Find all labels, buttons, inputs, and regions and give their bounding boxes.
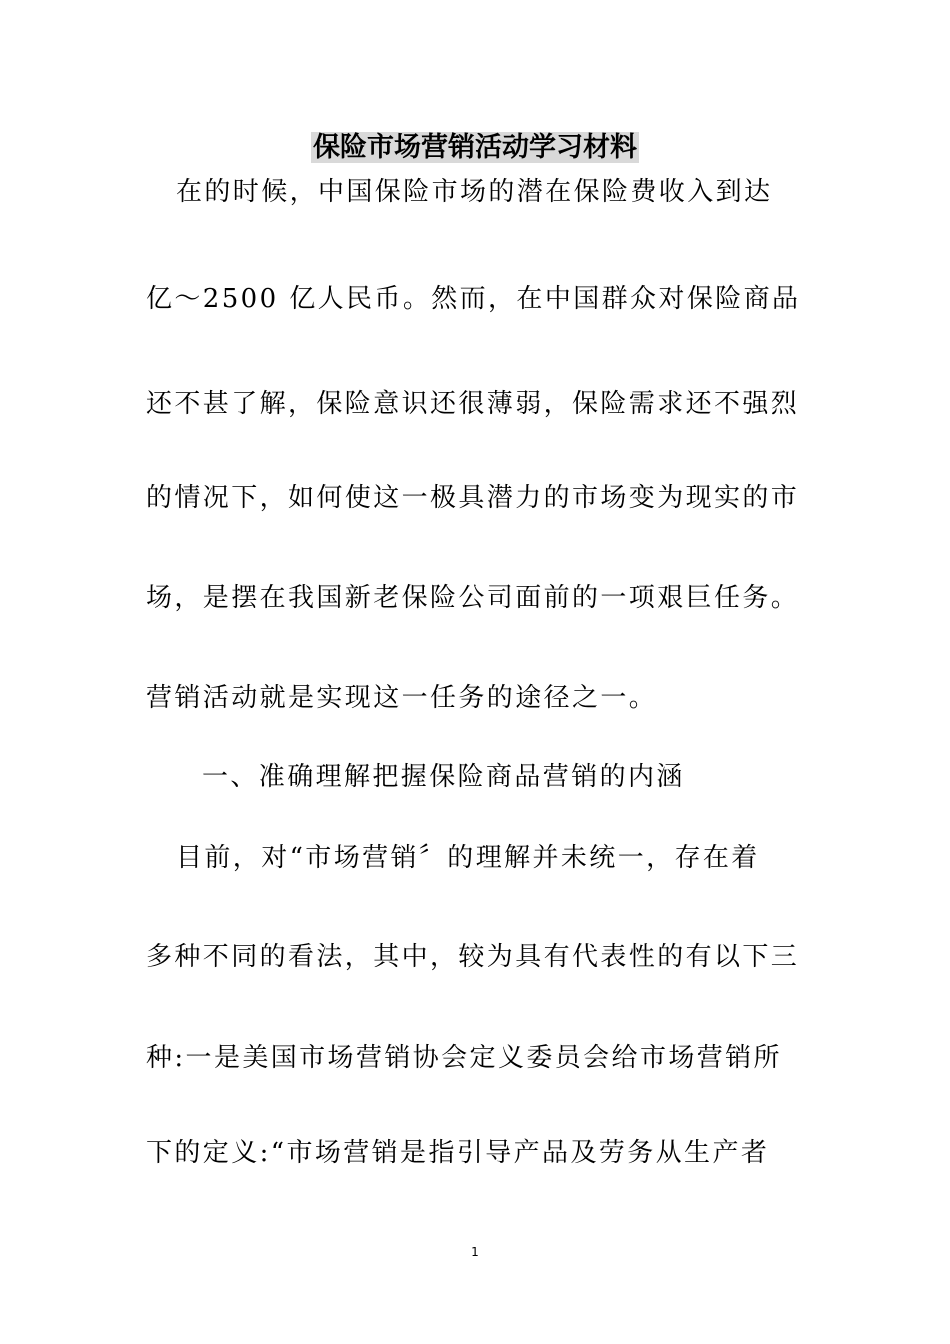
paragraph-line-6: 营销活动就是实现这一任务的途径之一。: [146, 683, 658, 713]
paragraph-line-4: 的情况下，如何使这一极具潜力的市场变为现实的市: [146, 483, 800, 513]
page-number: 1: [471, 1245, 479, 1259]
section-heading-1: 一、准确理解把握保险商品营销的内涵: [202, 762, 685, 792]
paragraph-line-8: 多种不同的看法，其中，较为具有代表性的有以下三: [146, 942, 800, 972]
paragraph-line-1: 在的时候，中国保险市场的潜在保险费收入到达: [176, 177, 773, 207]
document-title: [0, 128, 950, 168]
paragraph-line-9: 种:一是美国市场营销协会定义委员会给市场营销所: [146, 1043, 782, 1073]
paragraph-line-5: 场，是摆在我国新老保险公司面前的一项艰巨任务。: [146, 583, 800, 613]
paragraph-line-2: 亿～2500 亿人民币。然而，在中国群众对保险商品: [146, 284, 801, 314]
document-title-text: 保险市场营销活动学习材料: [313, 132, 637, 163]
paragraph-line-7: 目前，对“市场营销〞的理解并未统一，存在着: [176, 843, 760, 873]
paragraph-line-3: 还不甚了解，保险意识还很薄弱，保险需求还不强烈: [146, 389, 800, 419]
paragraph-line-10: 下的定义:“市场营销是指引导产品及劳务从生产者: [146, 1138, 770, 1168]
